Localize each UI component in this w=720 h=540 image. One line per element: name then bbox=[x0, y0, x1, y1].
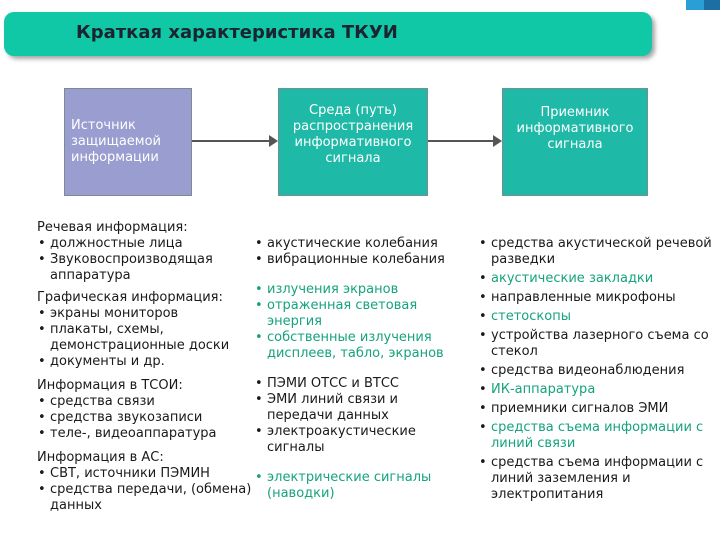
list-item: • ЭМИ линий связи и передачи данных bbox=[255, 392, 399, 423]
receiver-box bbox=[502, 88, 648, 196]
corner-mark-right bbox=[704, 0, 720, 10]
list-item: • СВТ, источники ПЭМИН bbox=[38, 466, 210, 481]
list-item: • электрические сигналы (наводки) bbox=[255, 470, 432, 501]
list-item: • направленные микрофоны bbox=[479, 290, 676, 305]
list-item: • средства передачи, (обмена) данных bbox=[38, 482, 252, 513]
corner-mark-left bbox=[686, 0, 704, 10]
list-item: • средства съема информации с линий заземления и электропитания bbox=[479, 455, 704, 502]
list-item: • собственные излучения дисплеев, табло, экранов bbox=[255, 330, 444, 361]
list-item: • электроакустические сигналы bbox=[255, 424, 416, 455]
list-item: • стетоскопы bbox=[479, 309, 571, 324]
source-label: Источник защищаемой информации bbox=[71, 118, 161, 165]
medium-line: информативного bbox=[294, 135, 412, 150]
list-item: • ПЭМИ ОТСС и ВТСС bbox=[255, 376, 399, 391]
list-item: • ИК-аппаратура bbox=[479, 382, 596, 397]
receivers-column bbox=[478, 236, 718, 503]
list-item: • устройства лазерного съема со стекол bbox=[479, 328, 709, 359]
arrow-source-medium bbox=[192, 140, 276, 142]
medium-box bbox=[278, 88, 428, 196]
list-item: • отраженная световая энергия bbox=[255, 298, 418, 329]
title-bar bbox=[4, 12, 652, 56]
list-item: • средства связи bbox=[38, 394, 155, 409]
tsoi-heading: Информация в ТСОИ: bbox=[37, 378, 183, 393]
list-item: • приемники сигналов ЭМИ bbox=[479, 401, 669, 416]
medium-line: сигнала bbox=[325, 151, 381, 166]
as-heading: Информация в АС: bbox=[37, 450, 164, 465]
list-item: • средства видеонаблюдения bbox=[479, 363, 685, 378]
receiver-line: сигнала bbox=[547, 137, 603, 152]
list-item: • средства съема информации с линий связи bbox=[479, 420, 704, 451]
list-item: • средства акустической речевой разведки bbox=[479, 236, 712, 267]
page-title: Краткая характеристика ТКУИ bbox=[76, 22, 398, 43]
arrow-medium-receiver bbox=[428, 140, 500, 142]
list-item: • вибрационные колебания bbox=[255, 252, 445, 267]
list-item: • излучения экранов bbox=[255, 282, 399, 297]
list-item: • теле-, видеоаппаратура bbox=[38, 426, 217, 441]
list-item: • плакаты, схемы, демонстрационные доски bbox=[38, 322, 230, 353]
list-item: • Звуковоспроизводящая аппаратура bbox=[38, 252, 213, 283]
graphic-heading: Графическая информация: bbox=[37, 290, 223, 305]
propagation-column bbox=[254, 236, 464, 502]
list-item: • акустические закладки bbox=[479, 271, 654, 286]
source-box bbox=[64, 88, 192, 196]
medium-line: распространения bbox=[292, 119, 414, 134]
speech-heading: Речевая информация: bbox=[37, 220, 188, 235]
list-item: • средства звукозаписи bbox=[38, 410, 203, 425]
receiver-line: Приемник bbox=[540, 105, 610, 120]
list-item: • документы и др. bbox=[38, 354, 165, 369]
receiver-line: информативного bbox=[516, 121, 634, 136]
information-types-column bbox=[37, 220, 252, 514]
list-item: • должностные лица bbox=[38, 236, 183, 251]
list-item: • акустические колебания bbox=[255, 236, 438, 251]
medium-line: Среда (путь) bbox=[309, 103, 397, 118]
list-item: • экраны мониторов bbox=[38, 306, 179, 321]
